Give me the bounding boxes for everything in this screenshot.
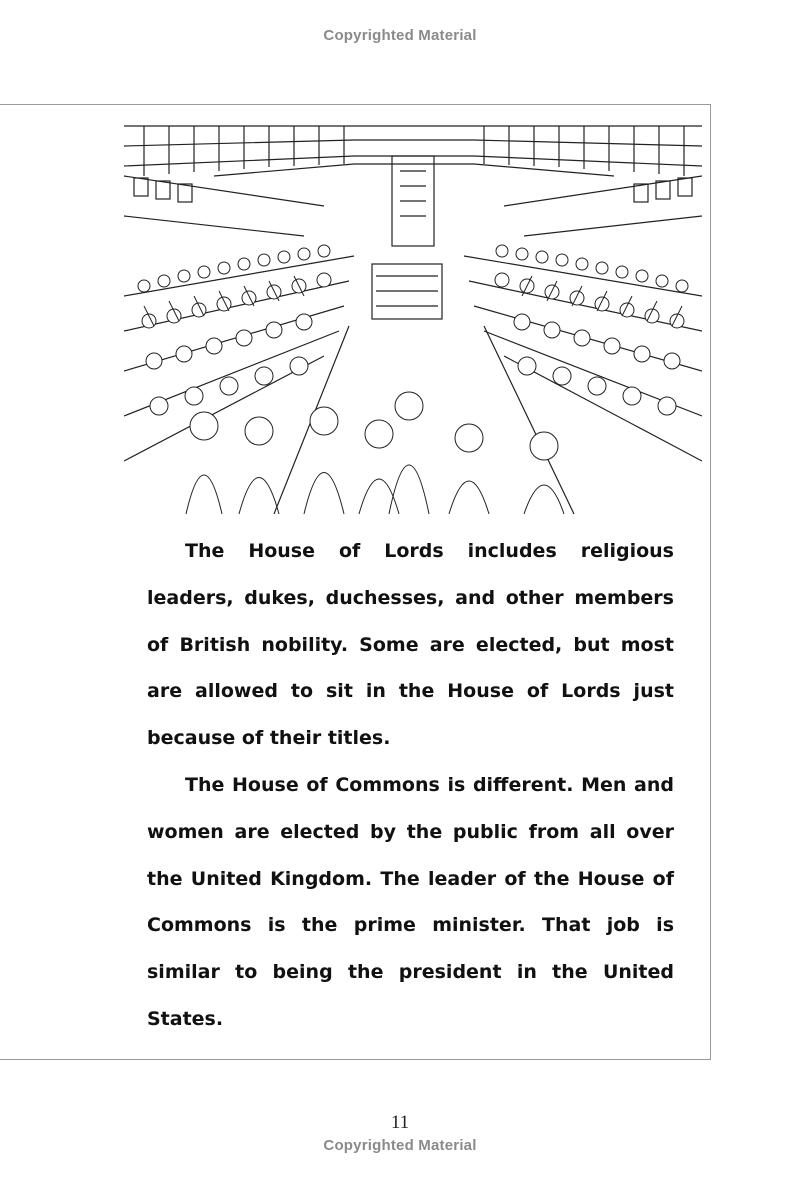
parliament-chamber-illustration (124, 116, 702, 514)
body-text (147, 528, 674, 1043)
paragraph-house-of-lords: The House of Lords includes religious leaders, dukes, duchesses, and other members of British nobility. Some are elected, but most are allowed to sit in the House of Lords just because of their titles. (147, 540, 674, 750)
copyright-watermark-bottom: Copyrighted Material (323, 1137, 477, 1154)
page-number: 11 (390, 1112, 410, 1133)
paragraph-house-of-commons: The House of Commons is different. Men and women are elected by the public from all over the United Kingdom. The leader of the House of Commons is the prime minister. That job is similar to being the president in the United States. (147, 773, 674, 1030)
copyright-watermark-top: Copyrighted Material (323, 27, 477, 44)
